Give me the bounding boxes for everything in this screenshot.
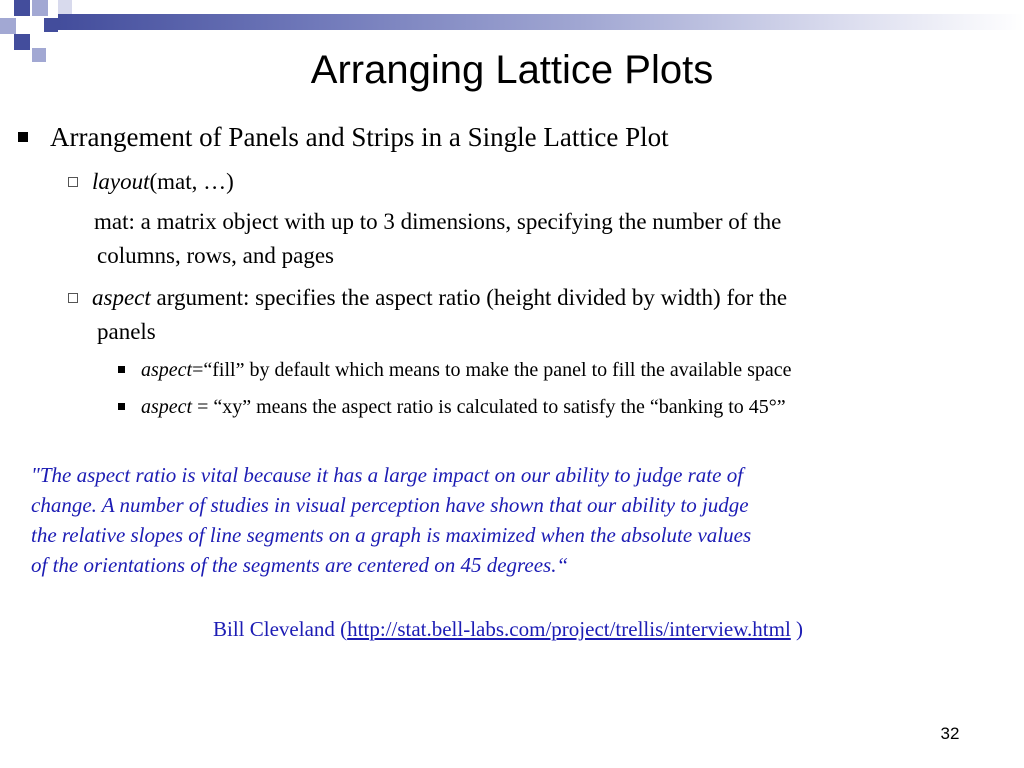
page-number: 32 [940,724,960,743]
bullet-level1 [18,120,669,154]
cleveland-quote [31,460,931,580]
attribution-close: ) [790,617,804,641]
mat-description-line2: columns, rows, and pages [97,243,334,268]
bullet-aspect-xy [118,393,786,421]
small-square-bullet-icon [118,366,125,373]
header-gradient-bar [58,14,1024,30]
mat-description-line1: mat: a matrix object with up to 3 dimensions, specifying the number of the [94,209,782,234]
small-square-bullet-icon [118,403,125,410]
aspect-description: argument: specifies the aspect ratio (height divided by width) for the [150,285,788,310]
aspect-xy-text: = “xy” means the aspect ratio is calculated to satisfy the “banking to 45°” [192,396,786,418]
quote-line: the relative slopes of line segments on a graph is maximized when the absolute values [31,523,752,547]
aspect-description-line2: panels [97,319,156,344]
interview-link[interactable]: http://stat.bell-labs.com/project/trellis/interview.html [347,617,791,641]
quote-line: of the orientations of the segments are centered on 45 degrees.“ [31,553,569,577]
deco-square [58,0,72,14]
layout-args: (mat, …) [149,169,234,194]
aspect-term: aspect [92,285,151,310]
attribution-name: Bill Cleveland ( [213,617,348,641]
bullet-text: Arrangement of Panels and Strips in a Single Lattice Plot [50,122,669,152]
deco-square [0,18,16,34]
bullet-layout [68,165,234,199]
deco-square [44,18,58,32]
hollow-square-bullet-icon [68,177,78,187]
bullet-aspect [68,281,787,315]
slide-title: Arranging Lattice Plots [310,48,714,92]
layout-function-name: layout [92,169,150,194]
quote-line: "The aspect ratio is vital because it has a large impact on our ability to judge rate of [31,463,744,487]
hollow-square-bullet-icon [68,293,78,303]
deco-square [32,0,48,16]
aspect-fill-text: =“fill” by default which means to make the panel to fill the available space [192,359,792,381]
aspect-fill-term: aspect [141,359,193,381]
deco-square [14,0,30,16]
square-bullet-icon [18,132,28,142]
quote-line: change. A number of studies in visual perception have shown that our ability to judge [31,493,749,517]
bullet-aspect-fill [118,356,791,384]
quote-attribution [213,614,803,644]
aspect-xy-term: aspect [141,396,193,418]
